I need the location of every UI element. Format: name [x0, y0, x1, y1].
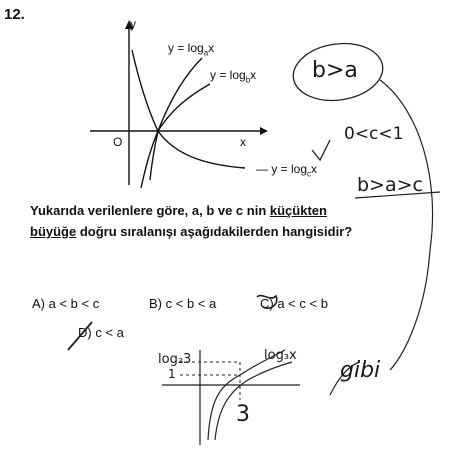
- x-axis-label: x: [240, 135, 246, 149]
- sketch-label-1: log₂3: [158, 352, 192, 367]
- handwritten-note-2: 0<c<1: [344, 124, 404, 144]
- underlined-word-2: büyüğe: [30, 224, 77, 239]
- sketch-curve-2: [215, 362, 292, 440]
- option-a[interactable]: A) a < b < c: [32, 296, 100, 311]
- y-axis-label: y: [130, 17, 136, 31]
- question-number: 12.: [4, 6, 25, 23]
- sketch-label-3: log₃x: [264, 348, 297, 363]
- option-c[interactable]: C) a < c < b: [260, 296, 328, 311]
- origin-label: O: [113, 135, 123, 149]
- sketch-label-2: 1: [168, 367, 176, 381]
- curve-a-label: $y = \log_ax$: [168, 41, 215, 58]
- curve-b-label: $y = \log_bx$: [210, 68, 257, 85]
- option-d-slash: [68, 322, 92, 350]
- underlined-word-1: küçükten: [269, 203, 327, 218]
- question-text: Yukarıda verilenlere göre, a, b ve c nin küçükten büyüğe doğru sıralanışı aşağıdakilerden hangisidir?: [30, 203, 353, 239]
- option-c-scribble: [257, 296, 277, 309]
- sketch-label-4: 3: [236, 402, 250, 427]
- handwritten-note-4: gibi: [340, 358, 381, 383]
- option-b[interactable]: B) c < b < a: [149, 296, 217, 311]
- handwritten-note-1: b>a: [312, 58, 358, 83]
- option-d[interactable]: D) c < a: [78, 325, 124, 340]
- curve-c-label: — $y = \log_cx$: [256, 162, 318, 179]
- check-mark: [312, 140, 330, 160]
- handwritten-note-3: b>a>c: [357, 174, 423, 196]
